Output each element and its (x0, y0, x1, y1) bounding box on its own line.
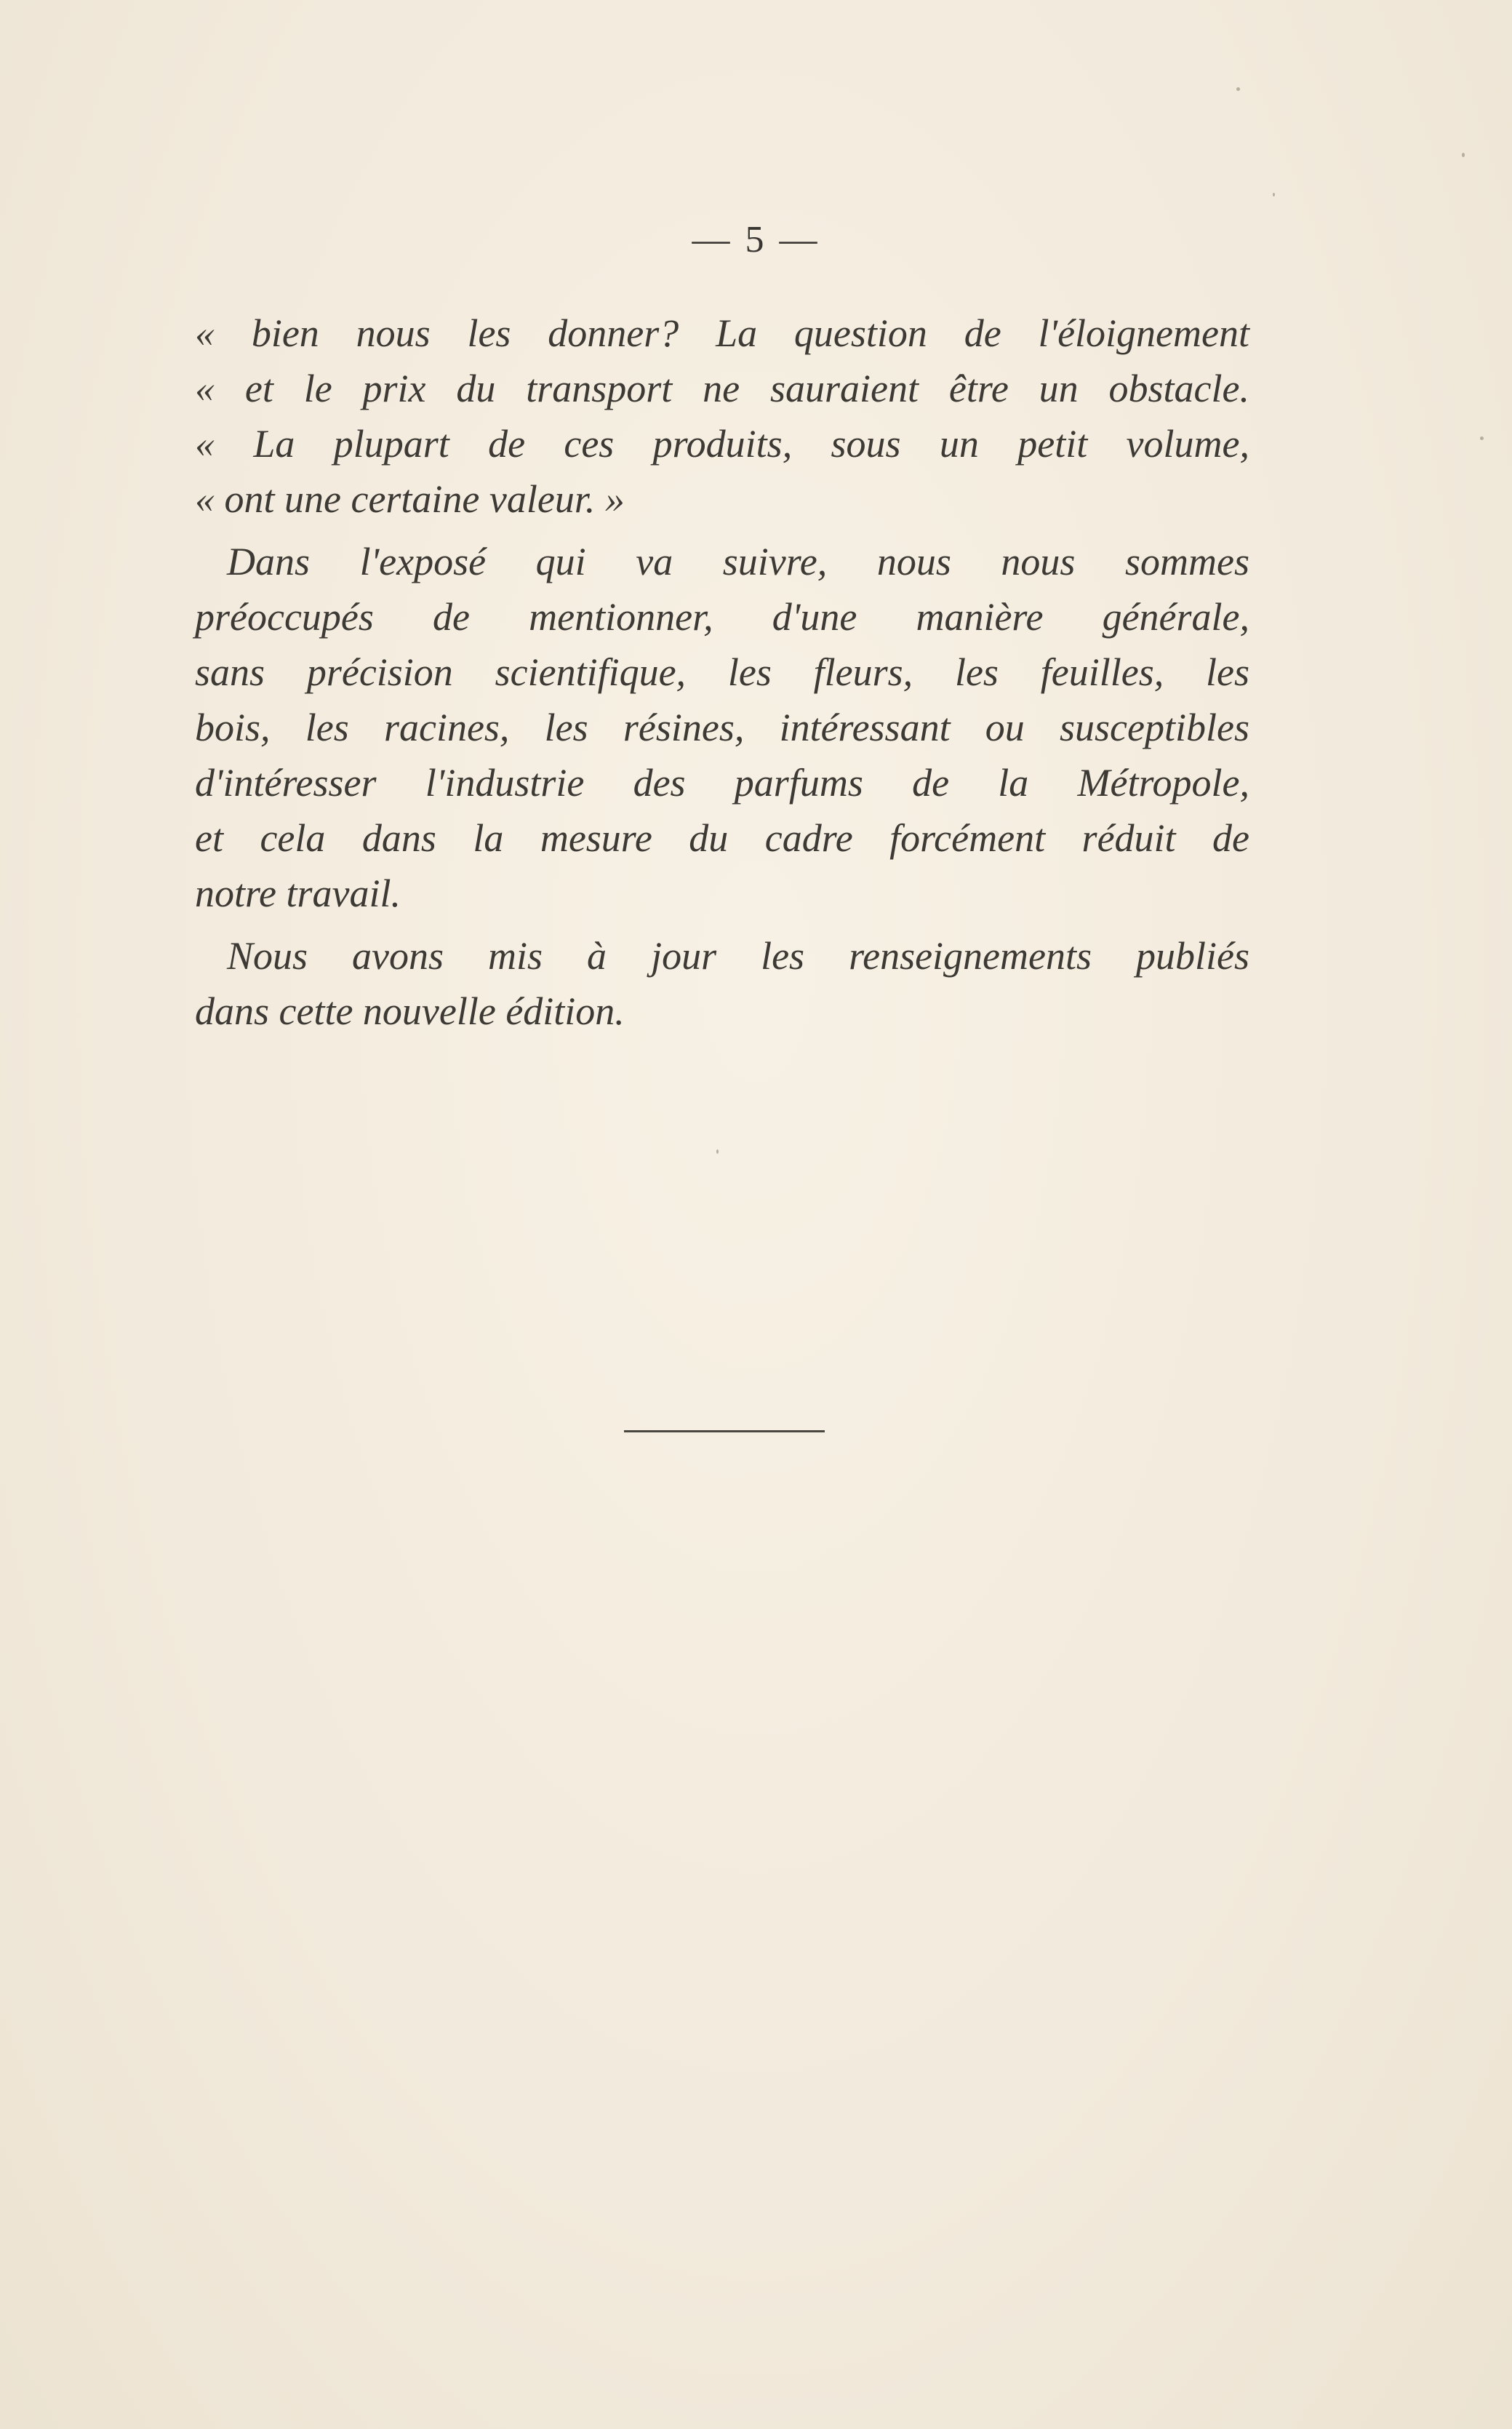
body-text (195, 306, 1249, 1039)
text-line: « bien nous les donner? La question de l'éloignement (195, 311, 1249, 355)
paper-speck (716, 1149, 719, 1154)
text-line: « et le prix du transport ne sauraient être un obstacle. (195, 367, 1249, 410)
text-line: sans précision scientifique, les fleurs, les feuilles, les (195, 650, 1249, 694)
text-line: et cela dans la mesure du cadre forcément réduit de (195, 816, 1249, 860)
paper-speck (1236, 87, 1240, 91)
text-line: d'intéresser l'industrie des parfums de la Métropole, (195, 761, 1249, 805)
page-number: — 5 — (692, 219, 820, 260)
end-rule (624, 1430, 825, 1432)
text-line: Dans l'exposé qui va suivre, nous nous sommes (227, 540, 1249, 583)
text-line: « ont une certaine valeur. » (195, 477, 625, 521)
paper-speck (1480, 436, 1484, 440)
text-line: dans cette nouvelle édition. (195, 989, 625, 1033)
text-line: préoccupés de mentionner, d'une manière générale, (195, 595, 1249, 639)
text-line: notre travail. (195, 872, 401, 915)
text-line: bois, les racines, les résines, intéressant ou susceptibles (195, 706, 1249, 749)
text-line: Nous avons mis à jour les renseignements publiés (227, 934, 1249, 978)
paper-speck (1273, 193, 1275, 196)
text-line: « La plupart de ces produits, sous un petit volume, (195, 422, 1249, 466)
paper-speck (1462, 153, 1465, 157)
